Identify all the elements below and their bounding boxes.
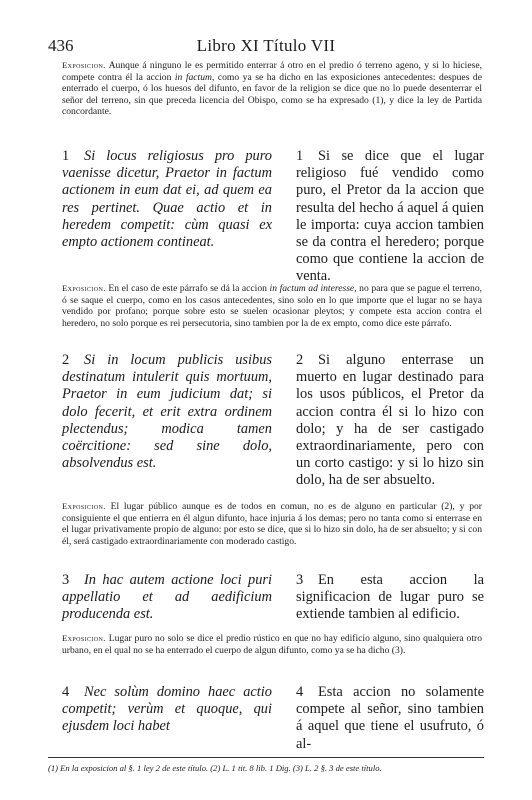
latin-text-1: 1 Si locus religiosus pro puro vaenisse dicetur, Praetor in factum actionem in eum dat ei, ad quem ea res pertinet. Quae actio et in heredem competit: cùm quasi ex empto actionem contineat. [62, 148, 272, 251]
spanish-text-3: 3 En esta accion la significacion de lugar puro se extiende tambien al edificio. [296, 572, 484, 623]
section-number: 2 [62, 352, 70, 368]
page-number: 436 [48, 36, 74, 55]
exposition-label: Exposicion. [62, 60, 106, 70]
exposition-1: Exposicion. Aunque á ninguno le es permitido enterrar á otro en el predio ó terreno ageno, y si lo hiciese, compete contra él la accion in factum, como ya se ha dicho en las exposiciones antecedentes: despues de enterrado el cuerpo, ó los huesos del difunto, en favor de la religion se dice que no lo puede desenterrar el señor del terreno, sin que preceda licencia del Obispo, como se ha expresado (1), y dice la ley de Partida concordante. [62, 60, 482, 117]
exposition-label: Exposicion. [62, 283, 106, 293]
latin-text-3: 3 In hac autem actione loci puri appellatio et ad aedificium producenda est. [62, 572, 272, 623]
section-number: 3 [296, 572, 304, 588]
spanish-text-4: 4 Esta accion no solamente compete al señor, sino tambien á aquel que tiene el usufruto, ó al- [296, 684, 484, 752]
section-number: 4 [62, 684, 70, 700]
spanish-text-2: 2 Si alguno enterrase un muerto en lugar destinado para los usos públicos, el Pretor da accion contra él si lo hizo con dolo; y ha de ser castigado extraordinariamente, pero con un corto castigo: y si lo hizo sin dolo, ha de ser absuelto. [296, 352, 484, 489]
spanish-text-1: 1 Si se dice que el lugar religioso fué vendido como puro, el Pretor da la accion que resulta del hecho á aquel á quien le importa: cuya accion tambien se da contra el heredero; porque como que contiene la accion de venta. [296, 148, 484, 285]
section-number: 4 [296, 684, 304, 700]
section-number: 1 [62, 148, 70, 164]
exposition-term: in factum ad interesse [269, 283, 355, 294]
page-header [48, 36, 484, 56]
exposition-4: Exposicion. Lugar puro no solo se dice el predio rústico en que no hay edificio alguno, sino qualquiera otro urbano, en el qual no se ha enterrado el cuerpo de algun difunto, como ya se ha dicho (3). [62, 633, 482, 656]
exposition-3: Exposicion. El lugar público aunque es de todos en comun, no es de alguno en particular (2), y por consiguiente el que entierra en él algun difunto, hace injuria á los demas; pero no tanta como si enterrase en el lugar privativamente propio de alguno: por esto se dice, que si lo hizo sin dolo, ha de ser absuelto; y si con él, será castigado extraordinariamente con moderado castigo. [62, 501, 482, 547]
exposition-term: in factum [174, 71, 212, 83]
exposition-2: Exposicion. En el caso de este párrafo se dá la accion in factum ad interesse, no para que se pague el terreno, ó se saque el cuerpo, como en los casos antecedentes, sino solo en lo que importe que el lugar no se haya vendido por profano; porque sobre esto se suelen ocasionar pleytos; y compete esta accion contra el heredero, no solo porque es rei persecutoria, sino tambien por la de ex empto, como dice este párrafo. [62, 283, 483, 329]
section-number: 1 [296, 148, 304, 164]
latin-text-4: 4 Nec solùm domino haec actio competit; verùm et quoque, qui ejusdem loci habet [62, 684, 272, 735]
exposition-label: Exposicion. [62, 501, 106, 511]
section-number: 2 [296, 352, 304, 368]
section-number: 3 [62, 572, 70, 588]
running-title: Libro XI Título VII [196, 36, 336, 55]
footnotes: (1) En la exposicion al §. 1 ley 2 de este título. (2) L. 1 tit. 8 lib. 1 Dig. (3) L. 2 §. 3 de este título. [48, 763, 382, 773]
footnote-rule [48, 757, 484, 758]
exposition-label: Exposicion. [62, 633, 106, 643]
latin-text-2: 2 Si in locum publicis usibus destinatum intulerit quis mortuum, Praetor in eum judicium dat; si dolo fecerit, et erit extra ordinem plectendus; modica tamen coërcitione: sed sine dolo, absolvendus est. [62, 352, 272, 472]
